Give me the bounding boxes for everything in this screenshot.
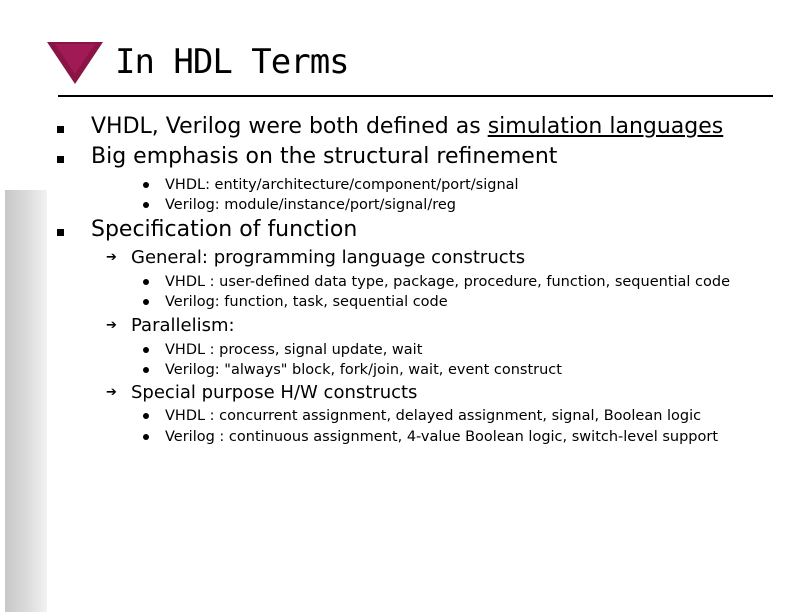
arrow-bullet-icon: ➔ <box>106 385 117 400</box>
side-decor-bar <box>5 190 47 612</box>
sub-bullet-dot-icon <box>143 347 149 353</box>
bullet-3-sub-1-item-2: Verilog: function, task, sequential code <box>165 294 448 310</box>
bullet-3-sub-3-item-2: Verilog : continuous assignment, 4-value Boolean logic, switch-level support <box>165 429 719 445</box>
bullet-3-sub-2: Parallelism: <box>131 315 235 336</box>
arrow-bullet-icon: ➔ <box>106 318 117 333</box>
bullet-3-sub-3-item-1: VHDL : concurrent assignment, delayed assignment, signal, Boolean logic <box>165 408 702 424</box>
sub-bullet-dot-icon <box>143 182 149 188</box>
bullet-3-sub-1-item-1: VHDL : user-defined data type, package, procedure, function, sequential code <box>165 274 731 290</box>
bullet-2-sub-2: Verilog: module/instance/port/signal/reg <box>165 197 456 213</box>
bullet-3-sub-1: General: programming language constructs <box>131 247 526 268</box>
bullet-3-sub-3: Special purpose H/W constructs <box>131 382 418 403</box>
bullet-square-icon <box>57 229 64 236</box>
title-triangle-icon <box>47 42 103 84</box>
bullet-1 <box>91 114 723 140</box>
sub-bullet-dot-icon <box>143 279 149 285</box>
bullet-square-icon <box>57 156 64 163</box>
bullet-2-sub-1: VHDL: entity/architecture/component/port/signal <box>165 177 519 193</box>
bullet-square-icon <box>57 126 64 133</box>
bullet-1-underlined: simulation languages <box>487 114 724 139</box>
bullet-3-sub-2-item-2: Verilog: "always" block, fork/join, wait, event construct <box>165 362 562 378</box>
title-divider <box>58 95 773 97</box>
slide-title: In HDL Terms <box>115 42 349 82</box>
sub-bullet-dot-icon <box>143 413 149 419</box>
sub-bullet-dot-icon <box>143 202 149 208</box>
bullet-3-sub-2-item-1: VHDL : process, signal update, wait <box>165 342 423 358</box>
sub-bullet-dot-icon <box>143 367 149 373</box>
bullet-3: Specification of function <box>91 217 358 242</box>
arrow-bullet-icon: ➔ <box>106 250 117 265</box>
bullet-2: Big emphasis on the structural refinement <box>91 144 558 169</box>
sub-bullet-dot-icon <box>143 299 149 305</box>
bullet-1-text: VHDL, Verilog were both defined as <box>91 114 488 139</box>
sub-bullet-dot-icon <box>143 434 149 440</box>
